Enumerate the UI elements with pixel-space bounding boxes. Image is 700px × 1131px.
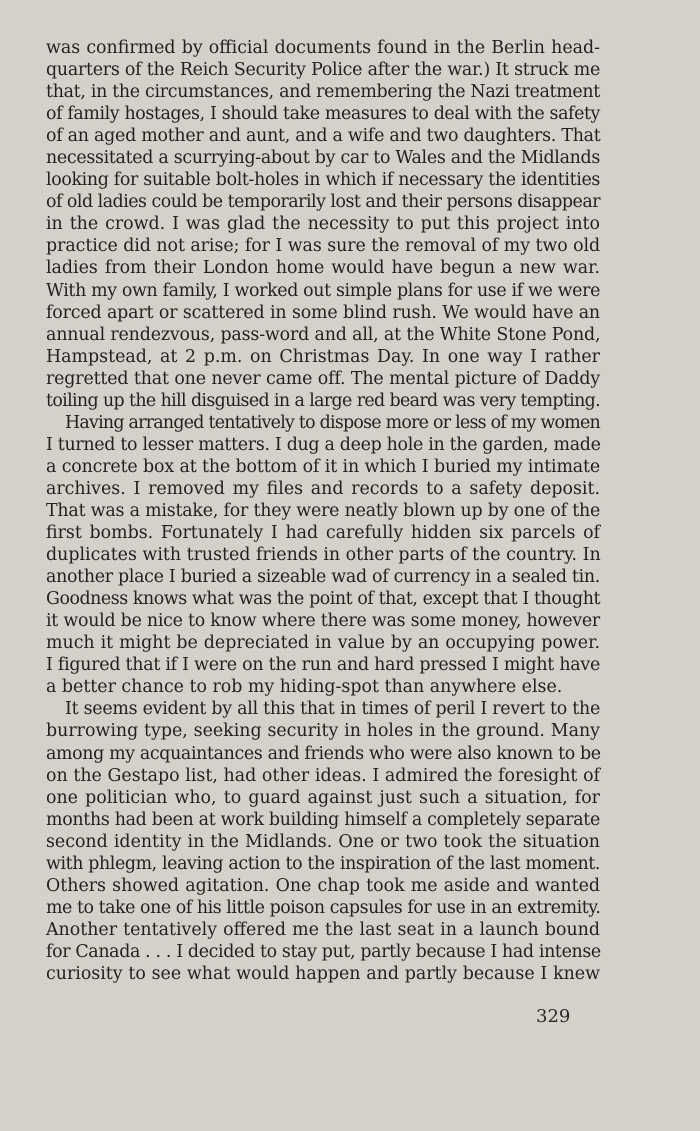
text-line: of old ladies could be temporarily lost and their persons disappear (46, 192, 601, 213)
text-line: ladies from their London home would have begun a new war. (46, 258, 600, 279)
text-line: necessitated a scurrying-about by car to Wales and the Midlands (46, 148, 600, 169)
text-line: curiosity to see what would happen and partly because I knew (46, 963, 600, 984)
text-line: another place I buried a sizeable wad of currency in a sealed tin. (46, 567, 600, 588)
text-line: Having arranged tentatively to dispose more or less of my women (65, 412, 600, 433)
text-line: It seems evident by all this that in times of peril I revert to the (65, 699, 601, 720)
text-line: With my own family, I worked out simple plans for use if we were (46, 280, 601, 301)
text-line: with phlegm, leaving action to the inspiration of the last moment. (46, 853, 600, 874)
text-line: I turned to lesser matters. I dug a deep hole in the garden, made (46, 434, 601, 455)
text-line: one politician who, to guard against just such a situation, for (46, 787, 600, 808)
text-line: Others showed agitation. One chap took me aside and wanted (46, 875, 600, 896)
text-line: first bombs. Fortunately I had carefully hidden six parcels of (46, 523, 600, 544)
text-line: that, in the circumstances, and remembering the Nazi treatment (46, 82, 600, 103)
text-line: second identity in the Midlands. One or two took the situation (46, 831, 600, 852)
text-line: quarters of the Reich Security Police after the war.) It struck me (46, 60, 600, 81)
paragraph (46, 412, 600, 699)
text-line: was confirmed by official documents found in the Berlin head- (46, 38, 600, 58)
text-line: for Canada . . . I decided to stay put, partly because I had intense (46, 941, 601, 962)
text-line: among my acquaintances and friends who were also known to be (46, 743, 601, 764)
text-line: on the Gestapo list, had other ideas. I admired the foresight of (46, 765, 600, 786)
text-line: a better chance to rob my hiding-spot than anywhere else. (46, 677, 563, 698)
text-line: annual rendezvous, pass-word and all, at the White Stone Pond, (46, 324, 601, 345)
page-number: 329 (536, 1006, 571, 1027)
text-line: much it might be depreciated in value by an occupying power. (46, 633, 600, 654)
text-line: That was a mistake, for they were neatly blown up by one of the (46, 500, 601, 521)
text-line: me to take one of his little poison capsules for use in an extremity. (46, 897, 601, 918)
text-line: Hampstead, at 2 p.m. on Christmas Day. In one way I rather (46, 346, 600, 367)
text-line: months had been at work building himself a completely separate (46, 809, 600, 830)
text-line: it would be nice to know where there was some money, however (46, 611, 600, 632)
text-line: archives. I removed my files and records to a safety deposit. (46, 478, 600, 499)
text-line: in the crowd. I was glad the necessity to put this project into (46, 214, 600, 235)
text-line: Goodness knows what was the point of that, except that I thought (46, 589, 600, 610)
text-line: practice did not arise; for I was sure the removal of my two old (46, 236, 601, 257)
paragraph (46, 37, 600, 412)
text-line: burrowing type, seeking security in holes in the ground. Many (46, 721, 600, 742)
text-line: regretted that one never came off. The mental picture of Daddy (46, 368, 600, 389)
text-line: I figured that if I were on the run and hard pressed I might have (46, 655, 600, 676)
text-line: a concrete box at the bottom of it in which I buried my intimate (46, 456, 600, 477)
text-line: toiling up the hill disguised in a large red beard was very tempting. (46, 390, 600, 411)
text-line: duplicates with trusted friends in other parts of the country. In (46, 545, 601, 566)
text-line: looking for suitable bolt-holes in which if necessary the identities (46, 170, 600, 191)
body-text (46, 37, 600, 985)
text-line: Another tentatively offered me the last seat in a launch bound (46, 919, 600, 940)
text-line: of family hostages, I should take measures to deal with the safety (46, 104, 600, 125)
text-line: of an aged mother and aunt, and a wife and two daughters. That (46, 126, 601, 147)
paragraph (46, 698, 600, 985)
text-line: forced apart or scattered in some blind rush. We would have an (46, 302, 600, 323)
